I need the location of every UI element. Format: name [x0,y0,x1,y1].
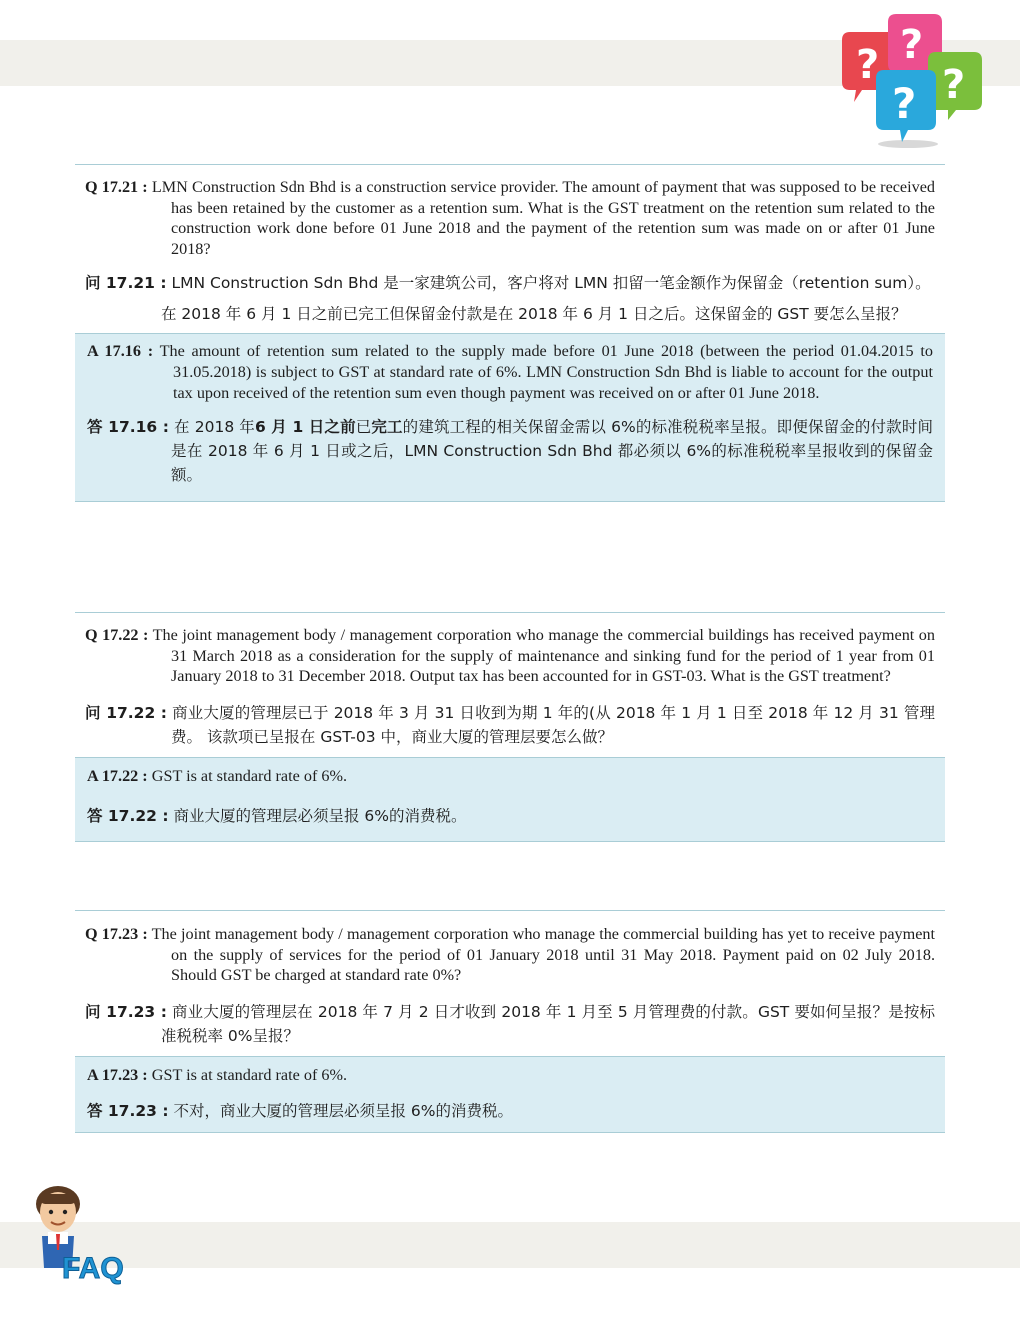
question-zh [85,271,935,295]
answer-section [75,1056,945,1133]
qa-block-17-21 [75,164,945,502]
answer-section [75,333,945,502]
answer-zh-part: 在 2018 年 [174,418,255,437]
question-zh-text: LMN Construction Sdn Bhd 是一家建筑公司，客户将对 LMN 扣留一笔金额作为保留金（retention sum）。 [171,274,931,293]
svg-text:?: ? [900,22,924,68]
answer-text: GST is at standard rate of 6%. [151,766,348,785]
answer-label: A 17.23 : [87,1065,148,1084]
answer-zh [87,415,933,487]
answer-label: A 17.22 : [87,766,148,785]
question-label: Q 17.21 : [85,178,148,196]
answer-zh-part: 已 [355,418,372,437]
question-en [85,625,935,687]
answer-en [87,1065,933,1086]
answer-zh-text: 不对，商业大厦的管理层必须呈报 6%的消费税。 [173,1102,513,1121]
question-label: Q 17.23 : [85,925,148,943]
question-section [75,910,945,1048]
answer-section [75,757,945,842]
question-zh-label: 问 17.22 : [85,703,167,722]
question-zh-label: 问 17.23 : [85,1002,167,1021]
qa-block-17-23 [75,910,945,1133]
faq-mascot-icon [28,1180,140,1288]
question-zh-text-2: 在 2018 年 6 月 1 日之前已完工但保留金付款是在 2018 年 6 月 1 日之后。这保留金的 GST 要怎么呈报？ [161,305,907,324]
question-text: The joint management body / management corporation who manage the commercial building has yet to receive payment on the supply of services for the period of 01 January 2018 until 31 May 2018. Payment paid on 02 July 2018. Should GST be charged at standard rate 0%? [151,925,935,985]
answer-en [87,341,933,403]
answer-zh-bold: 完工 [371,418,403,437]
svg-text:?: ? [892,79,917,128]
qa-block-17-22 [75,612,945,842]
svg-text:?: ? [856,42,880,88]
question-zh [85,1000,935,1048]
answer-zh-bold: 6 月 1 日之前 [254,418,356,437]
question-section [75,164,945,326]
question-label: Q 17.22 : [85,626,149,644]
answer-zh-text: 商业大厦的管理层必须呈报 6%的消费税。 [173,807,467,826]
answer-zh-part: 的建筑工程的相关保留金需以 6%的标准税税率呈报。即便保留金的付款时间是在 2018 年 6 月 1 日或之后，LMN Construction Sdn Bhd 都必须以 6%的标准税税率呈报收到的保留金额。 [171,418,933,485]
answer-text: The amount of retention sum related to the supply made before 01 June 2018 (between the period 01.04.2015 to 31.05.2018) is subject to GST at standard rate of 6%. LMN Construction Sdn Bhd is liable to account for the output tax upon received of the retention sum even though payment was received on or after 01 June 2018. [159,342,933,402]
question-en [85,177,935,259]
answer-zh-label: 答 17.16 : [87,418,169,437]
question-zh-text: 商业大厦的管理层已于 2018 年 3 月 31 日收到为期 1 年的(从 2018 年 1 月 1 日至 2018 年 12 月 31 管理费。 该款项已呈报在 GST-03 中，商业大厦的管理层要怎么做？ [171,703,935,746]
question-text: LMN Construction Sdn Bhd is a construction service provider. The amount of payment that was supposed to be received has been retained by the customer as a retention sum. What is the GST treatment on the retention sum related to the construction work done before 01 June 2018 and the payment of the retention sum was made on or after 01 June 2018? [151,178,935,258]
answer-label: A 17.16 : [87,342,154,361]
question-zh-label: 问 17.21 : [85,274,167,293]
question-zh-text: 商业大厦的管理层在 2018 年 7 月 2 日才收到 2018 年 1 月至 5 月管理费的付款。GST 要如何呈报？是按标准税税率 0%呈报？ [161,1002,935,1045]
footer-band [0,1222,1020,1268]
answer-zh [87,1101,933,1122]
answer-zh [87,806,933,827]
answer-en [87,766,933,787]
question-text: The joint management body / management corporation who manage the commercial buildings has received payment on 31 March 2018 as a consideration for the supply of maintenance and sinking fund for the period of 1 year from 01 January 2018 to 31 December 2018. Output tax has been accounted for in GST-03. What is the GST treatment? [152,626,935,686]
svg-text:FAQ: FAQ [62,1252,124,1285]
question-en [85,924,935,986]
answer-zh-label: 答 17.23 : [87,1102,169,1121]
answer-zh-label: 答 17.22 : [87,807,169,826]
question-section [75,612,945,749]
answer-text: GST is at standard rate of 6%. [151,1065,348,1084]
svg-text:?: ? [942,62,966,108]
question-zh [85,701,935,749]
question-bubbles-icon [836,12,986,152]
